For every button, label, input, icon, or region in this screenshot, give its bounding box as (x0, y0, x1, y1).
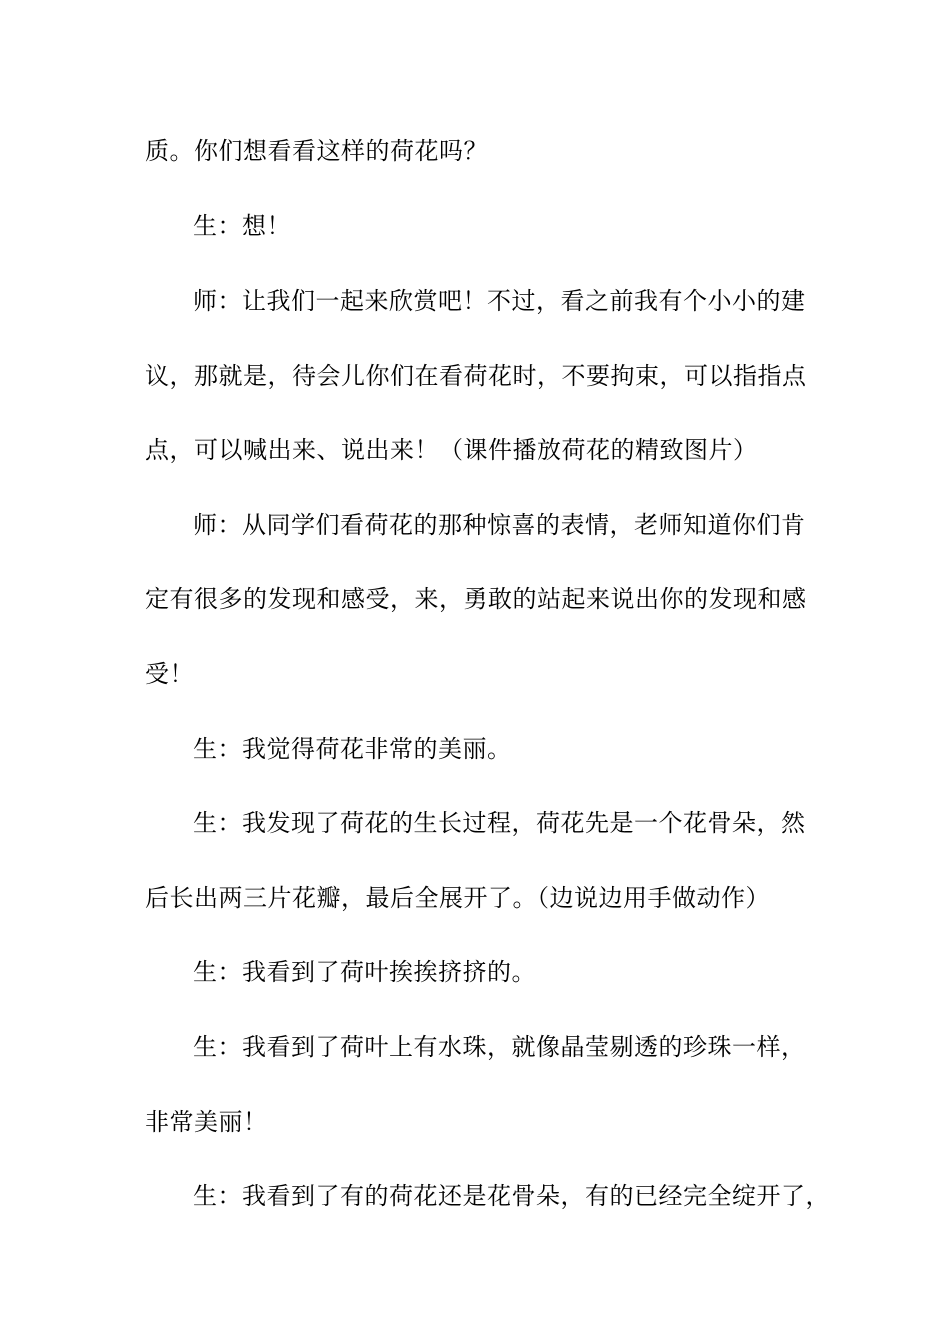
text-line-4: 议，那就是，待会儿你们在看荷花时，不要拘束，可以指指点 (145, 362, 807, 390)
text-line-1: 质。你们想看看这样的荷花吗？ (145, 137, 488, 165)
text-line-13: 生：我看到了荷叶上有水珠，就像晶莹剔透的珍珠一样， (193, 1033, 806, 1061)
text-line-12: 生：我看到了荷叶挨挨挤挤的。 (193, 958, 536, 986)
text-line-8: 受！ (145, 660, 194, 688)
text-line-9: 生：我觉得荷花非常的美丽。 (193, 735, 512, 763)
text-line-2: 生：想！ (193, 212, 291, 240)
text-line-11: 后长出两三片花瓣，最后全展开了。（边说边用手做动作） (145, 884, 770, 912)
text-line-15: 生：我看到了有的荷花还是花骨朵，有的已经完全绽开了， (193, 1182, 830, 1210)
text-line-6: 师：从同学们看荷花的那种惊喜的表情，老师知道你们肯 (193, 511, 806, 539)
text-line-10: 生：我发现了荷花的生长过程，荷花先是一个花骨朵，然 (193, 809, 806, 837)
text-line-14: 非常美丽！ (145, 1108, 268, 1136)
text-line-5: 点，可以喊出来、说出来！（课件播放荷花的精致图片） (145, 436, 758, 464)
text-line-3: 师：让我们一起来欣赏吧！不过，看之前我有个小小的建 (193, 287, 806, 315)
text-line-7: 定有很多的发现和感受，来，勇敢的站起来说出你的发现和感 (145, 585, 807, 613)
